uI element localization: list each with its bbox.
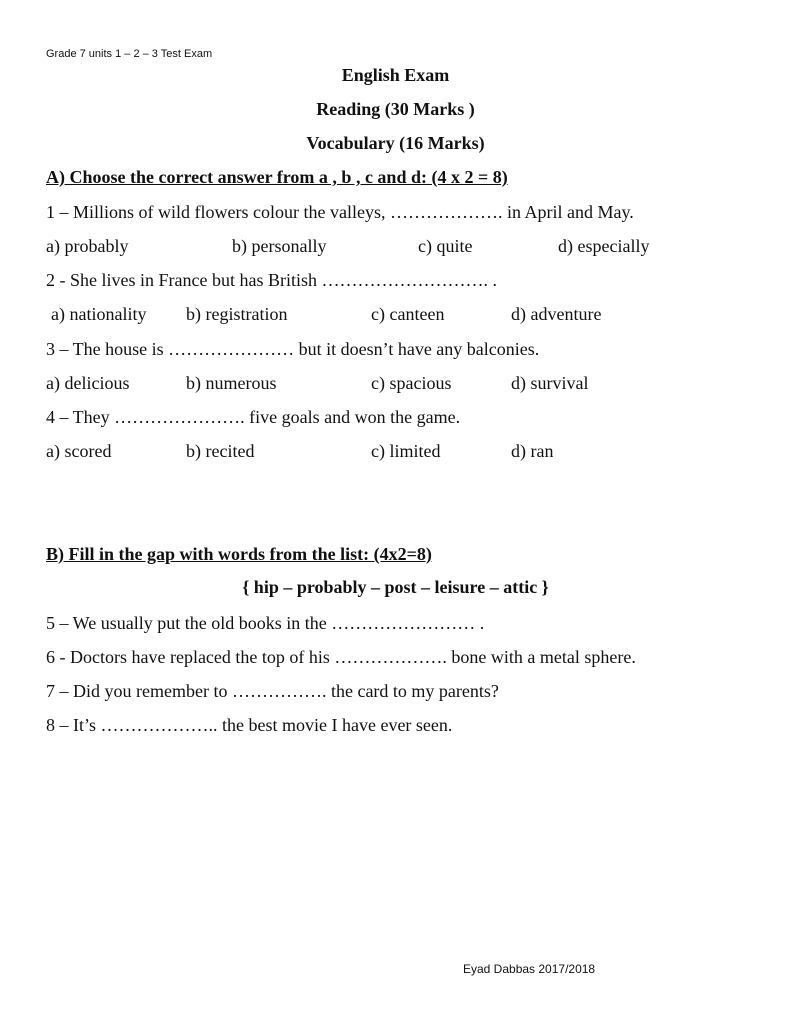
exam-title: English Exam [341,65,450,85]
q3-option-d: d) survival [511,373,589,393]
q4-option-c: c) limited [371,441,441,461]
question-2: 2 - She lives in France but has British ………………………. . [46,270,497,290]
q1-option-a: a) probably [46,236,129,256]
q1-option-b: b) personally [232,236,327,256]
vocabulary-title: Vocabulary (16 Marks) [306,133,485,153]
question-7: 7 – Did you remember to ……………. the card to my parents? [46,681,499,701]
q4-option-a: a) scored [46,441,112,461]
q2-option-b: b) registration [186,304,288,324]
word-list: { hip – probably – post – leisure – attic } [242,577,549,597]
q1-option-c: c) quite [418,236,473,256]
q3-option-c: c) spacious [371,373,452,393]
q1-option-d: d) especially [558,236,650,256]
q2-option-a: a) nationality [51,304,147,324]
q2-option-c: c) canteen [371,304,445,324]
reading-title: Reading (30 Marks ) [316,99,475,119]
question-8: 8 – It’s ……………….. the best movie I have ever seen. [46,715,453,735]
q3-option-b: b) numerous [186,373,277,393]
section-b-heading: B) Fill in the gap with words from the list: (4x2=8) [46,544,432,564]
course-line: Grade 7 units 1 – 2 – 3 Test Exam [46,48,213,60]
q4-option-b: b) recited [186,441,255,461]
question-3: 3 – The house is ………………… but it doesn’t have any balconies. [46,339,540,359]
q3-option-a: a) delicious [46,373,130,393]
question-1: 1 – Millions of wild flowers colour the valleys, ………………. in April and May. [46,202,634,222]
q2-option-d: d) adventure [511,304,602,324]
question-4: 4 – They …………………. five goals and won the game. [46,407,461,427]
footer-author: Eyad Dabbas 2017/2018 [463,962,596,976]
question-6: 6 - Doctors have replaced the top of his ………………. bone with a metal sphere. [46,647,636,667]
section-a-heading: A) Choose the correct answer from a , b , c and d: (4 x 2 = 8) [46,167,508,187]
question-5: 5 – We usually put the old books in the …………………… . [46,613,485,633]
q4-option-d: d) ran [511,441,554,461]
